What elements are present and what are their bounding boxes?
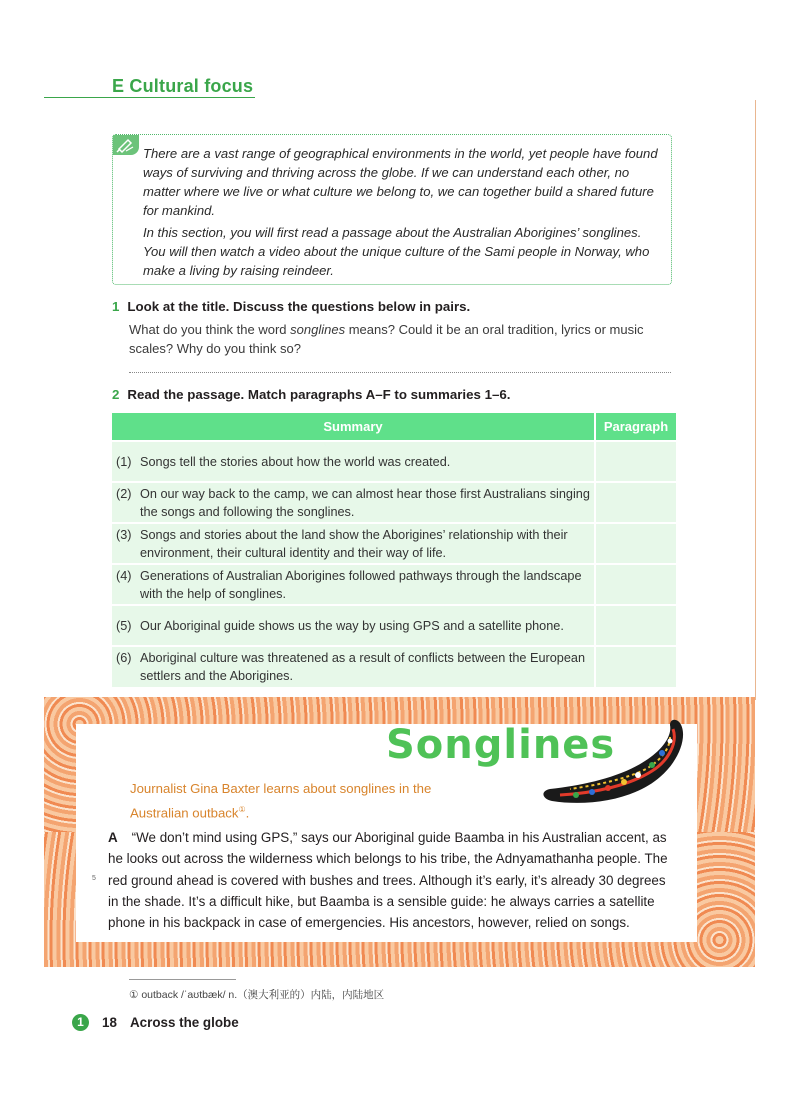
table-row bbox=[112, 441, 676, 482]
row-number: (1) bbox=[116, 454, 132, 469]
table-row bbox=[112, 564, 676, 605]
intro-paragraph-2: In this section, you will first read a passage about the Australian Aborigines’ songlines. You will then watch a video about the unique culture of the Sami people in Norway, who make a living by raising reindeer. bbox=[143, 225, 650, 278]
line-number: 5 bbox=[92, 875, 96, 882]
paragraph-answer-cell[interactable] bbox=[595, 564, 676, 605]
table-row bbox=[112, 605, 676, 646]
paragraph-answer-cell[interactable] bbox=[595, 482, 676, 523]
paragraph-answer-cell[interactable] bbox=[595, 605, 676, 646]
task-1-number: 1 bbox=[112, 299, 120, 314]
table-row bbox=[112, 646, 676, 687]
section-title: E Cultural focus bbox=[112, 76, 254, 96]
row-number: (3) bbox=[116, 527, 132, 542]
row-summary: Generations of Australian Aborigines followed pathways through the landscape with the help of songlines. bbox=[140, 568, 582, 601]
unit-title: Across the globe bbox=[130, 1015, 239, 1030]
row-number: (6) bbox=[116, 651, 132, 665]
row-number: (4) bbox=[116, 568, 132, 583]
section-title-underline bbox=[44, 97, 255, 98]
task-2-number: 2 bbox=[112, 387, 120, 402]
table-row bbox=[112, 482, 676, 523]
article-title: Songlines bbox=[386, 722, 616, 768]
task-1-text: Look at the title. Discuss the questions below in pairs. bbox=[127, 299, 471, 314]
task-2-instruction bbox=[112, 387, 510, 402]
intro-paragraph-1: There are a vast range of geographical environments in the world, yet people have found ways of surviving and thriving across the globe. If we can understand each other, no matter where we live or what culture we belong to, we can together build a shared future for mankind. bbox=[143, 146, 658, 218]
answer-line[interactable] bbox=[129, 372, 671, 373]
summary-header: Summary bbox=[112, 413, 595, 441]
boomerang-icon bbox=[530, 715, 690, 815]
row-summary: On our way back to the camp, we can almost hear those first Australians singing the songs and following the songlines. bbox=[140, 486, 590, 519]
task-1-instruction bbox=[112, 299, 470, 314]
footnote-rule bbox=[129, 979, 236, 980]
page-number: 18 bbox=[102, 1015, 117, 1030]
intro-box bbox=[112, 134, 672, 285]
right-margin-rule bbox=[755, 100, 756, 700]
paragraph-a-text: “We don’t mind using GPS,” says our Aboriginal guide Baamba in his Australian accent, as he looks out across the wilderness which belongs to his tribe, the Adnyamathanha people. The red ground ahead is covered with bushes and trees. Although it’s early, it’s already 30 degrees in the shade. It’s a difficult hike, but Baamba is a sensible guide: he always carries a satellite phone in his backpack in case of emergencies. His ancestors, however, relied on songs. bbox=[108, 830, 668, 931]
article-subtitle: Journalist Gina Baxter learns about songlines in the Australian outback①. bbox=[130, 781, 432, 821]
table-row bbox=[112, 523, 676, 564]
paragraph-answer-cell[interactable] bbox=[595, 523, 676, 564]
row-summary: Songs and stories about the land show the Aborigines’ relationship with their environment, their cultural identity and their way of life. bbox=[140, 527, 568, 560]
row-summary: Songs tell the stories about how the world was created. bbox=[140, 454, 451, 469]
songlines-term: songlines bbox=[290, 322, 346, 337]
unit-badge: 1 bbox=[72, 1014, 89, 1031]
row-number: (2) bbox=[116, 486, 132, 501]
summary-table bbox=[112, 413, 676, 687]
paragraph-header: Paragraph bbox=[595, 413, 676, 441]
paragraph-a bbox=[108, 827, 678, 933]
paragraph-answer-cell[interactable] bbox=[595, 646, 676, 687]
task-1-question: What do you think the word songlines means? Could it be an oral tradition, lyrics or music scales? Why do you think so? bbox=[129, 322, 644, 356]
row-summary: Aboriginal culture was threatened as a result of conflicts between the European settlers and the Aborigines. bbox=[140, 651, 586, 683]
footnote-marker: ① bbox=[238, 805, 246, 814]
row-number: (5) bbox=[116, 618, 132, 633]
footnote: ① outback /ˈaʊtbæk/ n.（澳大利亚的）内陆，内陆地区 bbox=[129, 989, 385, 1001]
task-2-text: Read the passage. Match paragraphs A–F to summaries 1–6. bbox=[127, 387, 511, 402]
paragraph-letter: A bbox=[108, 830, 118, 845]
paragraph-answer-cell[interactable] bbox=[595, 441, 676, 482]
pen-icon bbox=[113, 135, 139, 155]
row-summary: Our Aboriginal guide shows us the way by using GPS and a satellite phone. bbox=[140, 618, 564, 633]
